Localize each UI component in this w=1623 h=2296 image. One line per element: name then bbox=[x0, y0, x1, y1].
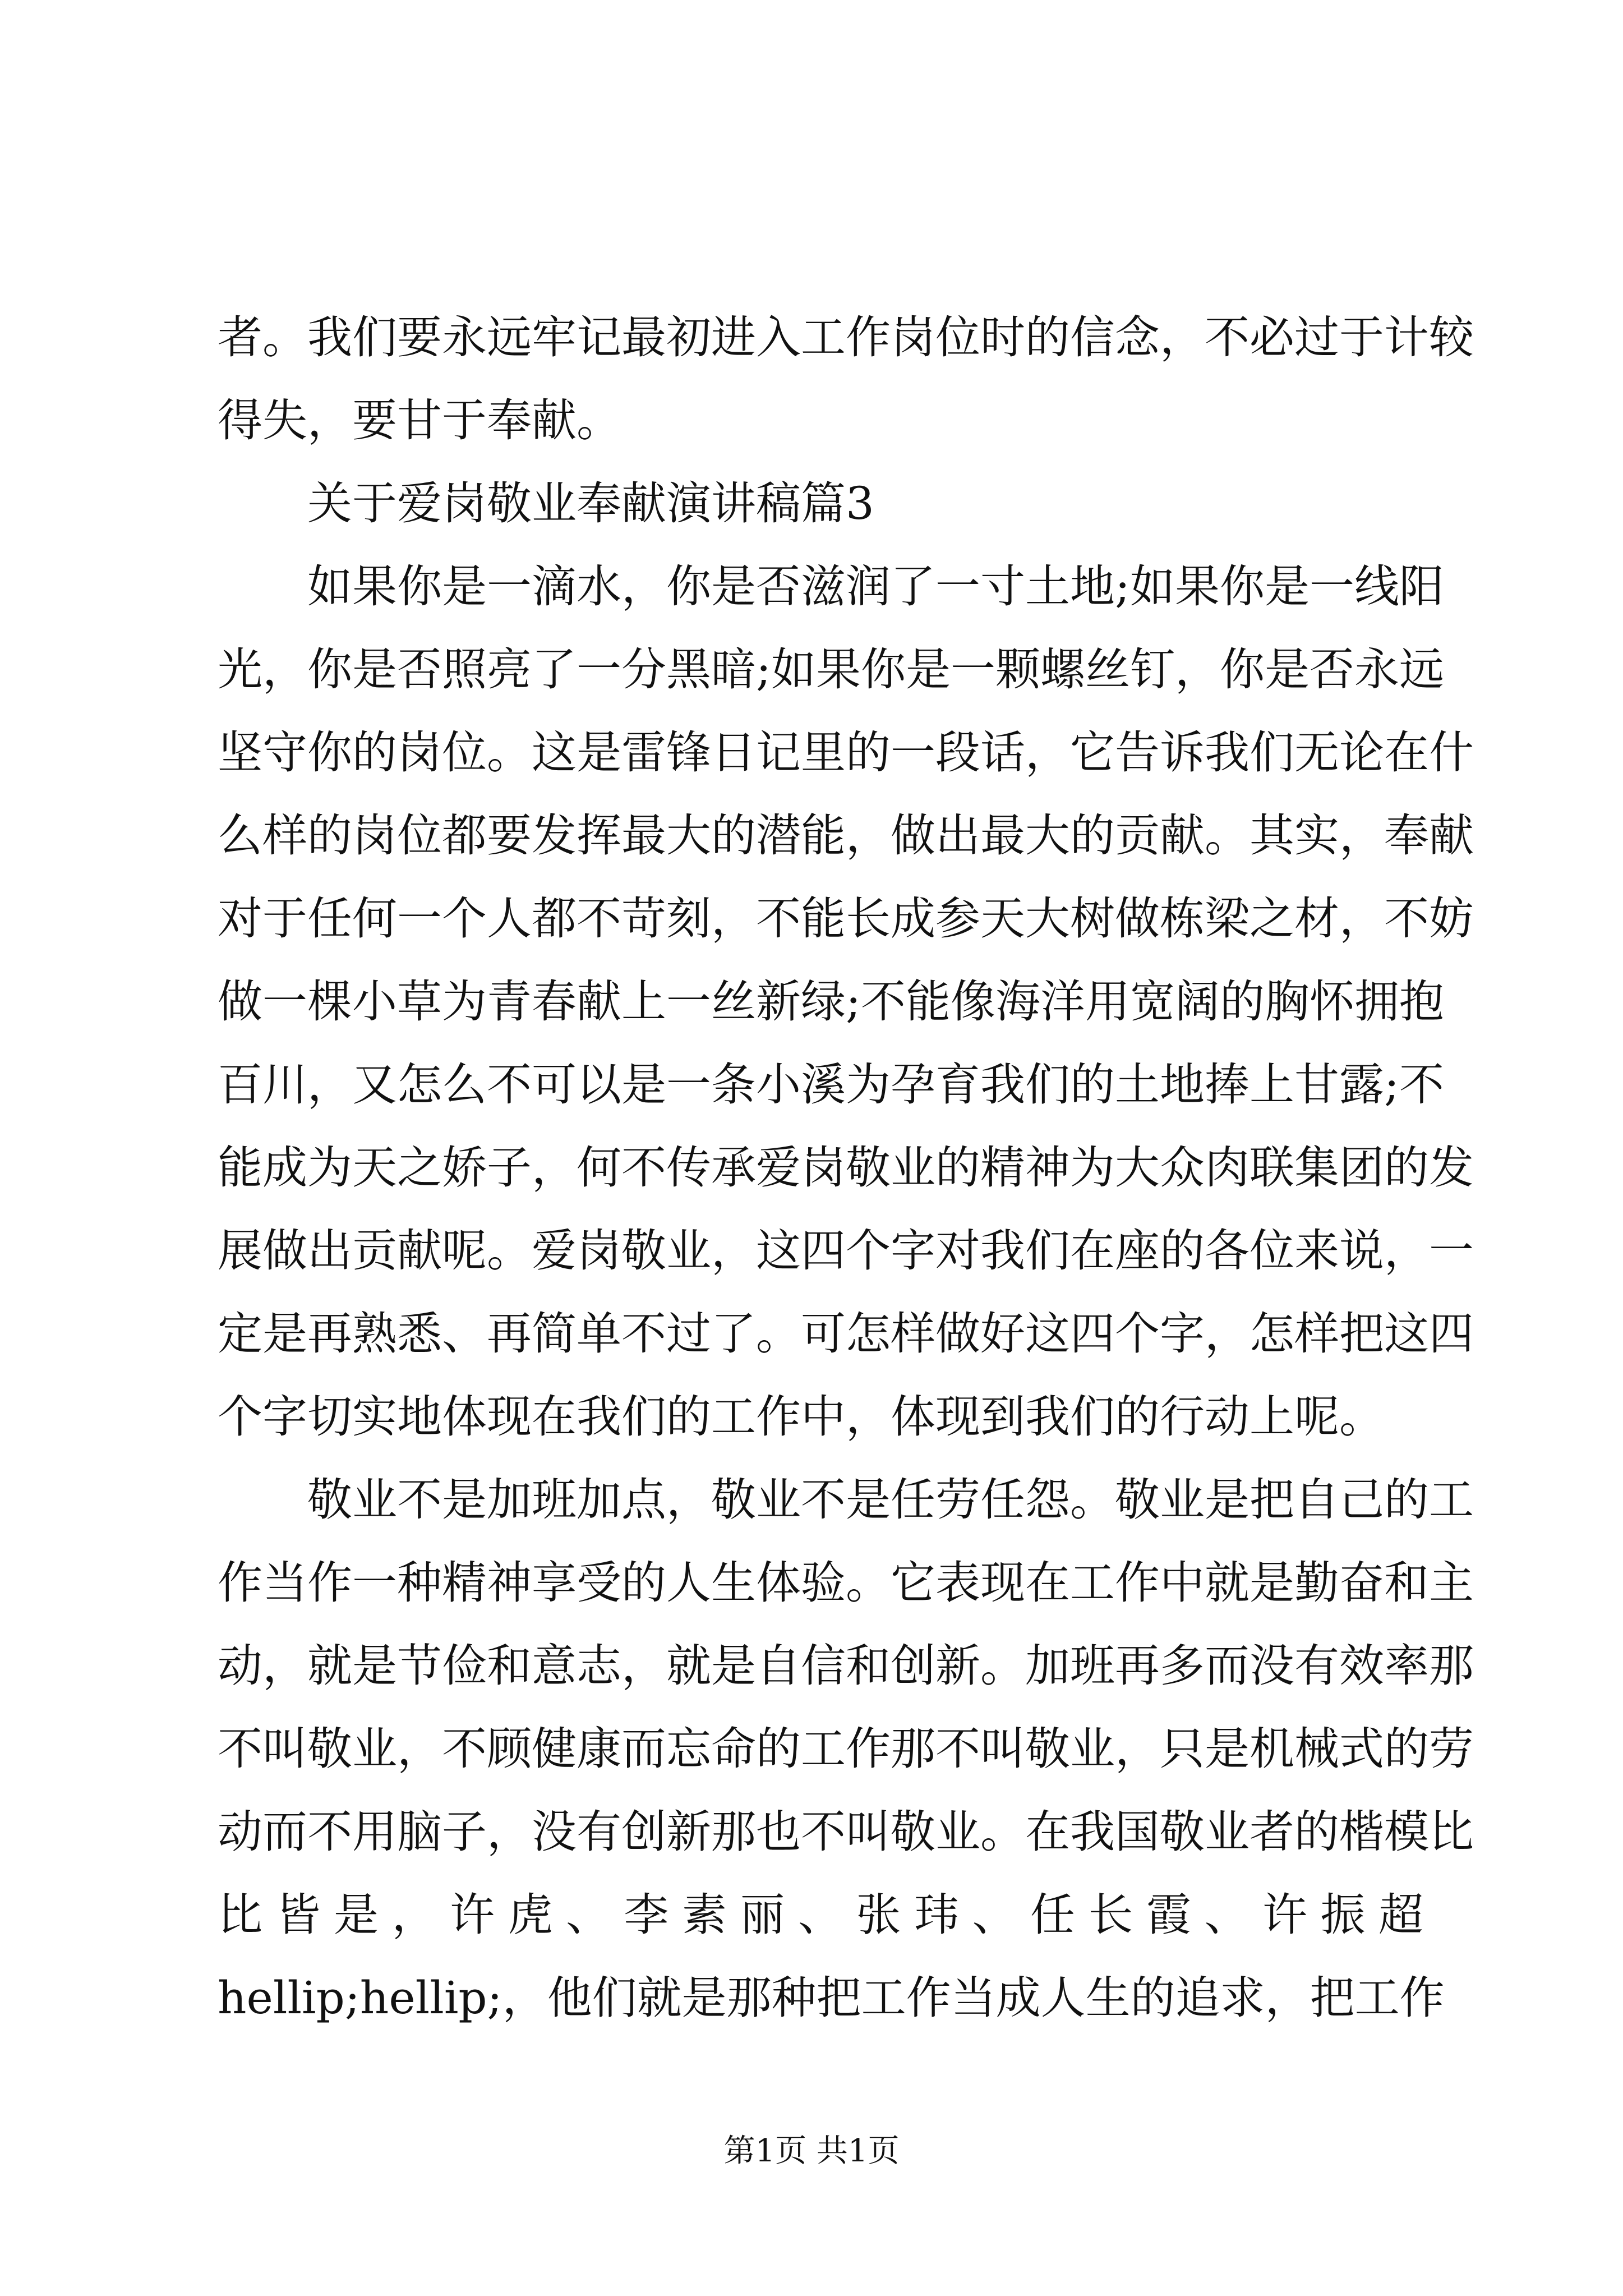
text-line: 定是再熟悉、再简单不过了。可怎样做好这四个字，怎样把这四 bbox=[218, 1308, 1474, 1360]
text-line: 能成为天之娇子，何不传承爱岗敬业的精神为大众肉联集团的发 bbox=[218, 1142, 1474, 1194]
text-line: 如果你是一滴水，你是否滋润了一寸土地;如果你是一线阳 bbox=[307, 560, 1444, 613]
text-line: 展做出贡献呢。爱岗敬业，这四个字对我们在座的各位来说，一 bbox=[218, 1225, 1474, 1277]
text-line: 得失，要甘于奉献。 bbox=[218, 394, 621, 447]
text-line: 百川，又怎么不可以是一条小溪为孕育我们的土地捧上甘露;不 bbox=[218, 1059, 1444, 1111]
text-line: 对于任何一个人都不苛刻，不能长成参天大树做栋梁之材，不妨 bbox=[218, 892, 1474, 945]
text-line: 做一棵小草为青春献上一丝新绿;不能像海洋用宽阔的胸怀拥抱 bbox=[218, 976, 1444, 1028]
text-line: 光，你是否照亮了一分黑暗;如果你是一颗螺丝钉，你是否永远 bbox=[218, 643, 1444, 696]
text-line: 么样的岗位都要发挥最大的潜能，做出最大的贡献。其实，奉献 bbox=[218, 809, 1474, 862]
text-line: 作当作一种精神享受的人生体验。它表现在工作中就是勤奋和主 bbox=[218, 1557, 1474, 1609]
text-line: 不叫敬业，不顾健康而忘命的工作那不叫敬业，只是机械式的劳 bbox=[218, 1723, 1474, 1775]
text-line: 动而不用脑子，没有创新那也不叫敬业。在我国敬业者的楷模比 bbox=[218, 1806, 1474, 1858]
text-line: 者。我们要永远牢记最初进入工作岗位时的信念，不必过于计较 bbox=[218, 311, 1474, 364]
document-body bbox=[218, 296, 1474, 2040]
text-line: 比皆是，许虎、李素丽、张玮、任长霞、许振超 bbox=[218, 1889, 1423, 1941]
section-heading: 关于爱岗敬业奉献演讲稿篇3 bbox=[307, 477, 874, 530]
text-line: 个字切实地体现在我们的工作中，体现到我们的行动上呢。 bbox=[218, 1391, 1384, 1443]
text-line: 敬业不是加班加点，敬业不是任劳任怨。敬业是把自己的工 bbox=[307, 1474, 1474, 1526]
text-line: hellip;hellip;，他们就是那种把工作当成人生的追求，把工作 bbox=[218, 1972, 1445, 2024]
page-footer: 第1页 共1页 bbox=[723, 2133, 900, 2169]
text-line: 坚守你的岗位。这是雷锋日记里的一段话，它告诉我们无论在什 bbox=[218, 726, 1474, 779]
text-line: 动，就是节俭和意志，就是自信和创新。加班再多而没有效率那 bbox=[218, 1640, 1474, 1692]
